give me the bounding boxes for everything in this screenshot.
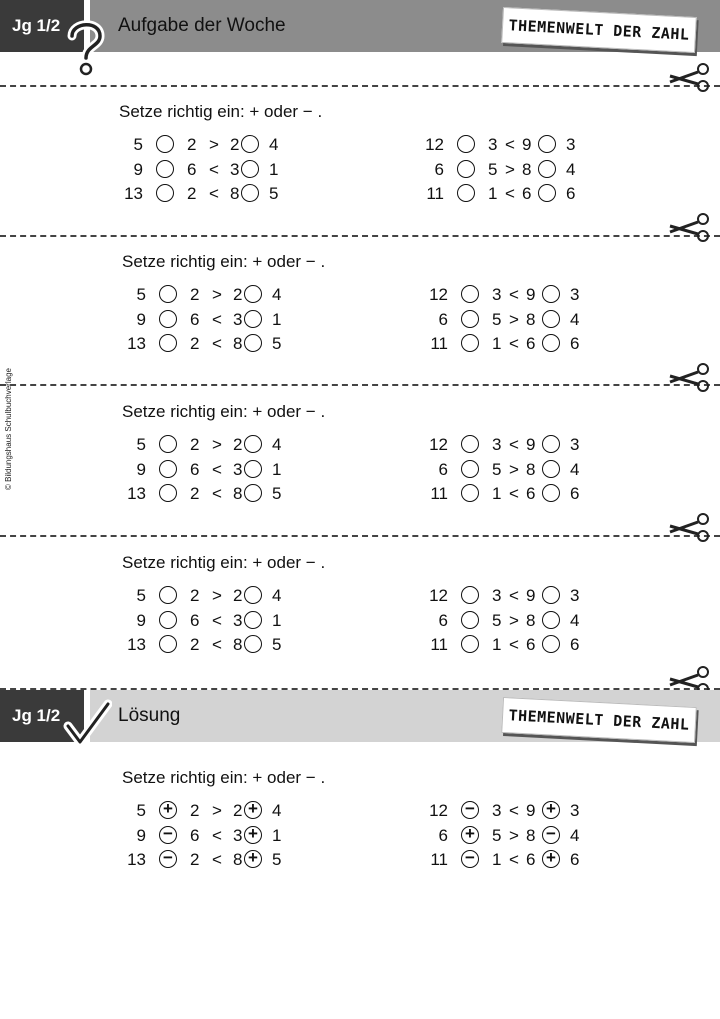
number-d: 4 <box>570 309 580 329</box>
header-solution <box>0 690 720 742</box>
number-c: 2 <box>233 801 243 820</box>
number-d: 5 <box>272 635 282 654</box>
number-b: 6 <box>190 825 200 845</box>
number-a: 6 <box>438 825 448 845</box>
number-c: 8 <box>233 334 243 353</box>
operator-circle[interactable] <box>159 586 177 604</box>
instruction-text: Setze richtig ein: + oder − . <box>122 402 326 421</box>
number-c: 2 <box>233 586 243 605</box>
checkmark-icon <box>62 696 112 750</box>
number-a: 11 <box>426 184 444 203</box>
number-c: 3 <box>230 159 240 179</box>
number-b: 2 <box>190 484 200 503</box>
number-c: 6 <box>522 184 532 203</box>
operator-circle[interactable] <box>461 310 479 328</box>
operator-circle[interactable] <box>542 435 560 453</box>
number-b: 3 <box>488 135 498 154</box>
number-d: 6 <box>570 334 580 353</box>
number-d: 5 <box>272 850 282 869</box>
operator-circle[interactable] <box>241 184 259 202</box>
number-a: 11 <box>430 850 448 869</box>
relation-sign: > <box>505 159 515 179</box>
operator-circle: − <box>461 850 479 868</box>
exercise-block <box>0 252 720 372</box>
relation-sign: > <box>212 586 222 605</box>
number-a: 12 <box>429 285 448 304</box>
number-b: 1 <box>492 334 502 353</box>
number-a: 9 <box>133 159 143 179</box>
operator-circle[interactable] <box>156 160 174 178</box>
series-badge: THEMENWELT DER ZAHL <box>501 7 697 53</box>
operator-circle: − <box>461 801 479 819</box>
relation-sign: > <box>209 135 219 154</box>
number-a: 13 <box>124 184 143 203</box>
scissors-icon <box>668 60 710 92</box>
operator-circle[interactable] <box>159 285 177 303</box>
number-d: 6 <box>570 635 580 654</box>
instruction-text: Setze richtig ein: + oder − . <box>119 102 323 121</box>
number-d: 1 <box>272 309 282 329</box>
solution-block <box>0 768 720 888</box>
operator-circle[interactable] <box>461 435 479 453</box>
number-d: 3 <box>570 586 580 605</box>
number-d: 1 <box>272 825 282 845</box>
relation-sign: < <box>209 184 219 203</box>
relation-sign: > <box>509 825 519 845</box>
operator-circle[interactable] <box>457 135 475 153</box>
solution-title: Lösung <box>118 705 181 726</box>
operator-circle: + <box>542 850 560 868</box>
number-b: 5 <box>492 459 502 479</box>
relation-sign: < <box>509 435 519 454</box>
operator-circle[interactable] <box>156 135 174 153</box>
relation-sign: < <box>212 334 222 353</box>
number-c: 8 <box>233 850 243 869</box>
number-a: 11 <box>430 635 448 654</box>
number-d: 4 <box>272 801 282 820</box>
operator-circle: + <box>244 801 262 819</box>
number-b: 2 <box>187 135 197 154</box>
number-b: 6 <box>190 610 200 630</box>
relation-sign: > <box>509 610 519 630</box>
operator-circle: − <box>159 826 177 844</box>
number-c: 3 <box>233 459 243 479</box>
operator-circle[interactable] <box>244 484 262 502</box>
operator-circle[interactable] <box>461 334 479 352</box>
exercise-block <box>0 553 720 673</box>
number-c: 9 <box>526 801 536 820</box>
instruction-text: Setze richtig ein: + oder − . <box>122 553 326 572</box>
relation-sign: < <box>212 635 222 654</box>
operator-circle[interactable] <box>461 635 479 653</box>
relation-sign: < <box>212 850 222 869</box>
number-b: 5 <box>492 309 502 329</box>
number-d: 6 <box>570 484 580 503</box>
operator-circle[interactable] <box>538 184 556 202</box>
operator-circle[interactable] <box>159 635 177 653</box>
operator-circle[interactable] <box>159 484 177 502</box>
number-c: 2 <box>233 285 243 304</box>
operator-circle: + <box>244 850 262 868</box>
number-b: 2 <box>190 334 200 353</box>
page-title: Aufgabe der Woche <box>118 15 286 36</box>
operator-circle[interactable] <box>244 285 262 303</box>
relation-sign: > <box>212 285 222 304</box>
number-c: 8 <box>233 635 243 654</box>
number-a: 9 <box>136 610 146 630</box>
operator-circle[interactable] <box>542 635 560 653</box>
number-b: 1 <box>492 850 502 869</box>
relation-sign: < <box>209 159 219 179</box>
number-b: 2 <box>190 435 200 454</box>
number-c: 8 <box>526 459 536 479</box>
number-d: 5 <box>272 484 282 503</box>
number-d: 3 <box>570 801 580 820</box>
number-b: 2 <box>190 801 200 820</box>
number-c: 8 <box>233 484 243 503</box>
operator-circle[interactable] <box>159 435 177 453</box>
operator-circle[interactable] <box>542 484 560 502</box>
operator-circle[interactable] <box>241 135 259 153</box>
number-a: 9 <box>136 459 146 479</box>
operator-circle[interactable] <box>244 334 262 352</box>
number-a: 5 <box>136 801 146 820</box>
cut-line <box>0 535 720 537</box>
cut-line <box>0 384 720 386</box>
number-d: 4 <box>570 825 580 845</box>
number-a: 9 <box>136 309 146 329</box>
number-a: 6 <box>438 610 448 630</box>
cut-line <box>0 85 720 87</box>
number-b: 5 <box>492 825 502 845</box>
number-a: 5 <box>133 135 143 154</box>
operator-circle[interactable] <box>159 460 177 478</box>
number-c: 9 <box>526 285 536 304</box>
number-c: 8 <box>526 825 536 845</box>
operator-circle: − <box>542 826 560 844</box>
number-d: 3 <box>570 285 580 304</box>
number-a: 5 <box>136 586 146 605</box>
number-d: 4 <box>272 586 282 605</box>
operator-circle[interactable] <box>241 160 259 178</box>
relation-sign: > <box>509 459 519 479</box>
number-c: 8 <box>526 309 536 329</box>
number-b: 2 <box>190 635 200 654</box>
exercise-block <box>0 102 720 222</box>
relation-sign: < <box>509 586 519 605</box>
number-c: 9 <box>522 135 532 154</box>
number-b: 6 <box>187 159 197 179</box>
operator-circle[interactable] <box>542 460 560 478</box>
number-c: 6 <box>526 635 536 654</box>
operator-circle[interactable] <box>244 310 262 328</box>
instruction-text: Setze richtig ein: + oder − . <box>122 768 326 787</box>
number-b: 1 <box>492 484 502 503</box>
number-b: 2 <box>187 184 197 203</box>
number-d: 6 <box>566 184 576 203</box>
copyright-text: © Bildungshaus Schulbuchverlage <box>4 368 13 490</box>
operator-circle[interactable] <box>159 334 177 352</box>
number-a: 5 <box>136 285 146 304</box>
number-b: 3 <box>492 586 502 605</box>
relation-sign: > <box>509 309 519 329</box>
operator-circle[interactable] <box>244 635 262 653</box>
operator-circle[interactable] <box>244 460 262 478</box>
number-c: 3 <box>233 309 243 329</box>
number-d: 1 <box>272 459 282 479</box>
relation-sign: < <box>509 850 519 869</box>
exercise-block <box>0 368 720 522</box>
number-b: 2 <box>190 586 200 605</box>
number-a: 11 <box>430 484 448 503</box>
operator-circle: + <box>542 801 560 819</box>
operator-circle[interactable] <box>461 611 479 629</box>
number-d: 4 <box>566 159 576 179</box>
grade-tab: Jg 1/2 <box>0 0 84 52</box>
relation-sign: < <box>212 610 222 630</box>
operator-circle[interactable] <box>542 586 560 604</box>
number-a: 12 <box>425 135 444 154</box>
cut-line <box>0 235 720 237</box>
header-top <box>0 0 720 52</box>
grade-tab: Jg 1/2 <box>0 690 84 742</box>
number-a: 5 <box>136 435 146 454</box>
number-b: 3 <box>492 285 502 304</box>
operator-circle[interactable] <box>542 285 560 303</box>
number-d: 4 <box>272 435 282 454</box>
relation-sign: < <box>212 309 222 329</box>
number-b: 2 <box>190 850 200 869</box>
number-c: 8 <box>526 610 536 630</box>
relation-sign: < <box>509 635 519 654</box>
question-mark-icon <box>64 18 108 76</box>
number-c: 3 <box>233 610 243 630</box>
operator-circle[interactable] <box>159 310 177 328</box>
number-d: 5 <box>272 334 282 353</box>
relation-sign: > <box>212 435 222 454</box>
operator-circle[interactable] <box>461 285 479 303</box>
number-d: 3 <box>566 135 576 154</box>
number-b: 2 <box>190 285 200 304</box>
number-a: 13 <box>127 850 146 869</box>
number-c: 9 <box>526 435 536 454</box>
number-d: 4 <box>570 610 580 630</box>
number-c: 2 <box>230 135 240 154</box>
operator-circle[interactable] <box>542 611 560 629</box>
number-a: 6 <box>438 309 448 329</box>
number-c: 2 <box>233 435 243 454</box>
number-c: 6 <box>526 484 536 503</box>
operator-circle[interactable] <box>542 310 560 328</box>
number-a: 9 <box>136 825 146 845</box>
number-d: 3 <box>570 435 580 454</box>
operator-circle[interactable] <box>457 160 475 178</box>
number-c: 9 <box>526 586 536 605</box>
operator-circle[interactable] <box>542 334 560 352</box>
relation-sign: < <box>505 135 515 154</box>
number-d: 1 <box>272 610 282 630</box>
number-b: 1 <box>492 635 502 654</box>
number-d: 1 <box>269 159 279 179</box>
relation-sign: < <box>509 801 519 820</box>
operator-circle: + <box>244 826 262 844</box>
operator-circle[interactable] <box>159 611 177 629</box>
relation-sign: < <box>509 334 519 353</box>
relation-sign: < <box>505 184 515 203</box>
number-b: 1 <box>488 184 498 203</box>
operator-circle[interactable] <box>457 184 475 202</box>
number-c: 6 <box>526 850 536 869</box>
relation-sign: < <box>212 484 222 503</box>
number-c: 3 <box>233 825 243 845</box>
operator-circle: + <box>461 826 479 844</box>
operator-circle: + <box>159 801 177 819</box>
relation-sign: < <box>212 459 222 479</box>
relation-sign: > <box>212 801 222 820</box>
relation-sign: < <box>509 484 519 503</box>
number-c: 6 <box>526 334 536 353</box>
number-b: 5 <box>492 610 502 630</box>
number-c: 8 <box>522 159 532 179</box>
operator-circle[interactable] <box>461 484 479 502</box>
number-d: 4 <box>570 459 580 479</box>
operator-circle[interactable] <box>244 611 262 629</box>
number-a: 6 <box>434 159 444 179</box>
operator-circle[interactable] <box>244 435 262 453</box>
number-a: 12 <box>429 435 448 454</box>
number-a: 6 <box>438 459 448 479</box>
operator-circle: − <box>159 850 177 868</box>
number-c: 8 <box>230 184 240 203</box>
number-d: 4 <box>269 135 279 154</box>
number-d: 4 <box>272 285 282 304</box>
number-a: 11 <box>430 334 448 353</box>
number-b: 6 <box>190 459 200 479</box>
number-a: 12 <box>429 801 448 820</box>
operator-circle[interactable] <box>461 460 479 478</box>
number-a: 13 <box>127 484 146 503</box>
number-b: 6 <box>190 309 200 329</box>
relation-sign: < <box>509 285 519 304</box>
number-d: 6 <box>570 850 580 869</box>
operator-circle[interactable] <box>244 586 262 604</box>
operator-circle[interactable] <box>156 184 174 202</box>
number-a: 13 <box>127 635 146 654</box>
number-a: 12 <box>429 586 448 605</box>
number-b: 5 <box>488 159 498 179</box>
number-d: 5 <box>269 184 279 203</box>
operator-circle[interactable] <box>538 135 556 153</box>
relation-sign: < <box>212 825 222 845</box>
instruction-text: Setze richtig ein: + oder − . <box>122 252 326 271</box>
number-b: 3 <box>492 435 502 454</box>
number-b: 3 <box>492 801 502 820</box>
operator-circle[interactable] <box>538 160 556 178</box>
series-badge: THEMENWELT DER ZAHL <box>501 697 697 743</box>
number-a: 13 <box>127 334 146 353</box>
operator-circle[interactable] <box>461 586 479 604</box>
